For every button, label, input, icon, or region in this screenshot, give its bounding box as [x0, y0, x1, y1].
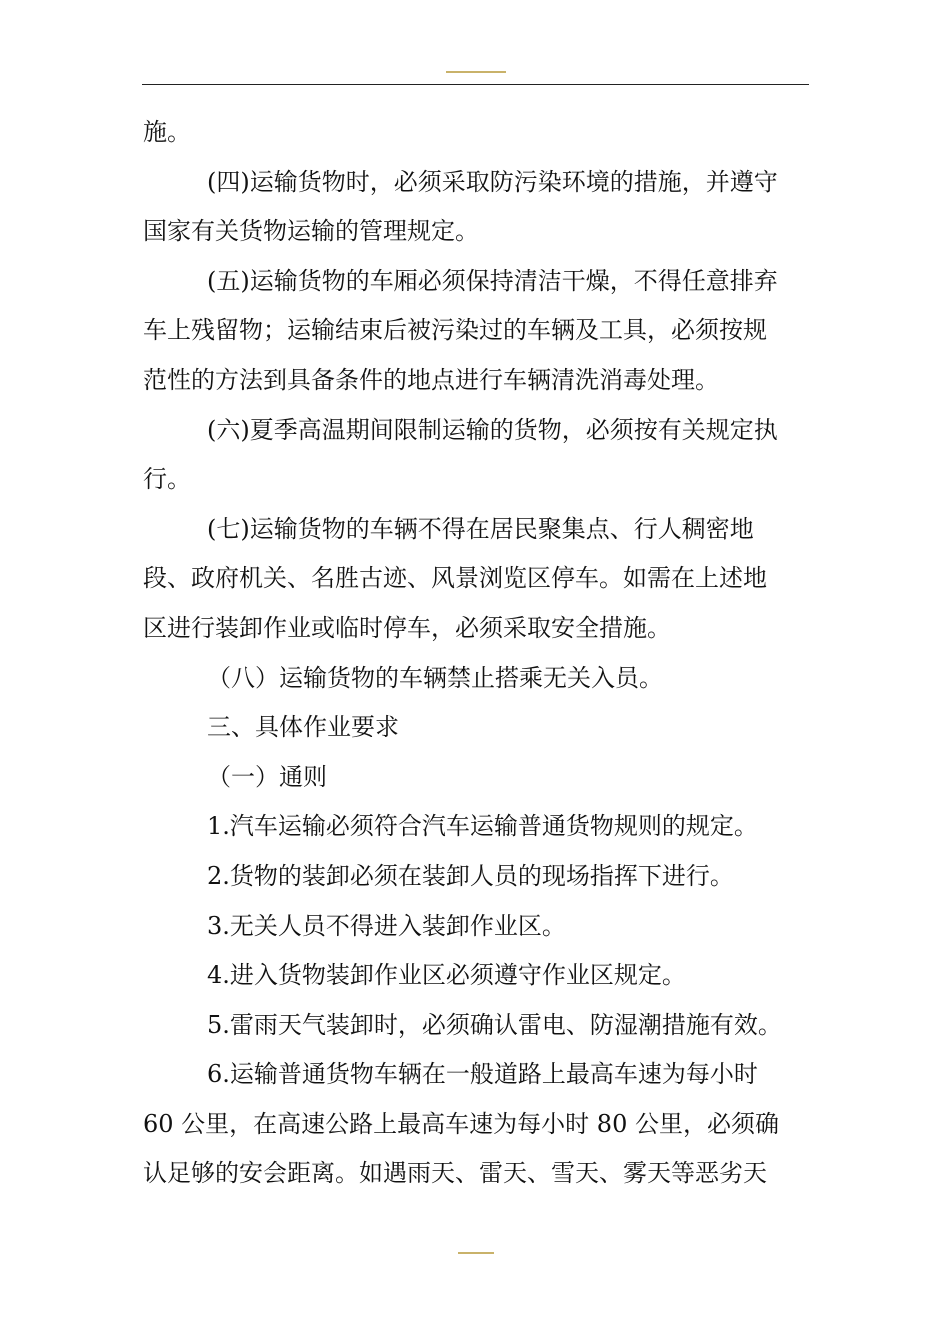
document-body [143, 108, 809, 1199]
list-item-6: 6.运输普通货物车辆在一般道路上最高车速为每小时 [207, 1060, 758, 1089]
header-decoration [446, 71, 506, 73]
list-item-3: 3.无关人员不得进入装卸作业区。 [207, 911, 566, 940]
text-line-9: (七)运输货物的车辆不得在居民聚集点、行人稠密地 [207, 514, 754, 543]
header-rule [142, 84, 809, 85]
list-item-2: 2.货物的装卸必须在装卸人员的现场指挥下进行。 [207, 861, 734, 890]
text-line-8: 行。 [143, 465, 191, 494]
text-line-2: (四)运输货物时，必须采取防污染环境的措施，并遵守 [207, 167, 778, 196]
list-item-4: 4.进入货物装卸作业区必须遵守作业区规定。 [207, 961, 686, 990]
text-line-10: 段、政府机关、名胜古迹、风景浏览区停车。如需在上述地 [143, 564, 767, 593]
list-item-5: 5.雷雨天气装卸时，必须确认雷电、防湿潮措施有效。 [207, 1010, 782, 1039]
text-line-12: （八）运输货物的车辆禁止搭乘无关入员。 [207, 663, 663, 692]
text-line-22: 认足够的安会距离。如遇雨天、雷天、雪天、雾天等恶劣天 [143, 1159, 767, 1188]
text-line-4: (五)运输货物的车厢必须保持清洁干燥，不得任意排弃 [207, 266, 778, 295]
text-line-11: 区进行装卸作业或临时停车，必须采取安全措施。 [143, 613, 671, 642]
list-item-1: 1.汽车运输必须符合汽车运输普通货物规则的规定。 [207, 812, 758, 841]
footer-decoration [458, 1252, 494, 1254]
text-line-7: (六)夏季高温期间限制运输的货物，必须按有关规定执 [207, 415, 778, 444]
text-line-1: 施。 [143, 118, 191, 146]
text-line-5: 车上残留物；运输结束后被污染过的车辆及工具，必须按规 [143, 316, 767, 345]
text-line-21: 60 公里，在高速公路上最高车速为每小时 80 公里，必须确 [143, 1109, 779, 1138]
text-line-3: 国家有关货物运输的管理规定。 [143, 217, 479, 246]
text-line-6: 范性的方法到具备条件的地点进行车辆清洗消毒处理。 [143, 365, 719, 394]
subsection-heading: （一）通则 [207, 762, 327, 791]
section-heading: 三、具体作业要求 [207, 713, 399, 742]
